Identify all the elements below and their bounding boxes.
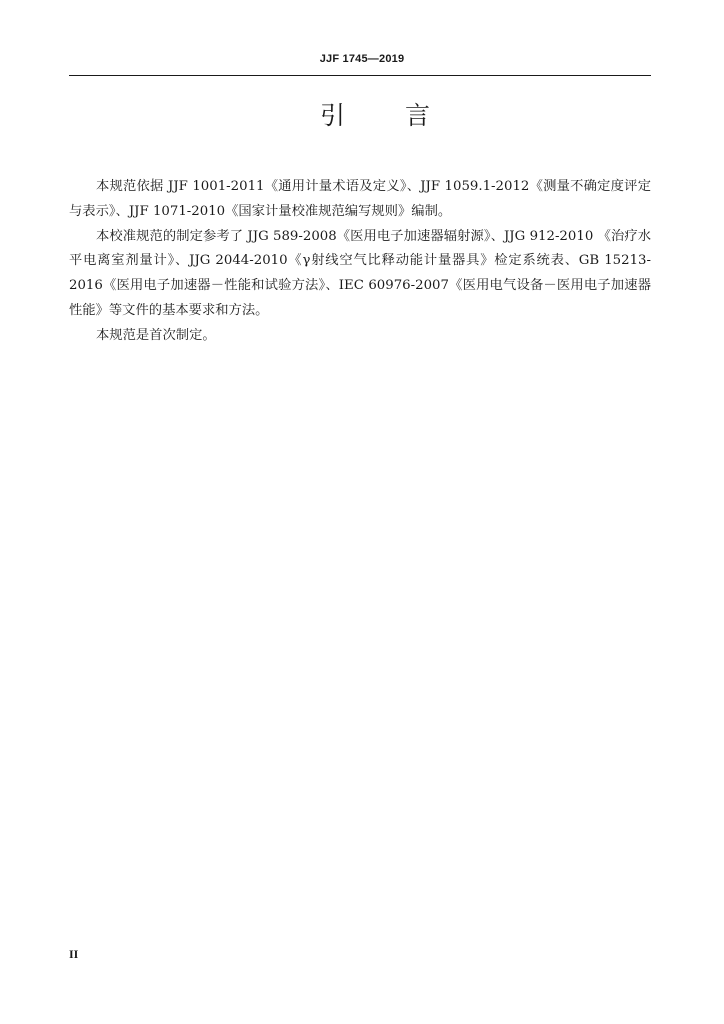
document-body bbox=[69, 175, 651, 349]
header-divider bbox=[69, 75, 651, 76]
paragraph-references: 本校准规范的制定参考了 JJG 589-2008《医用电子加速器辐射源》、JJG 912-2010 《治疗水平电离室剂量计》、JJG 2044-2010《γ射线空气比释动能计量器具》检定系统表、GB 15213-2016《医用电子加速器－性能和试验方法》、IEC 60976-2007《医用电气设备－医用电子加速器性能》等文件的基本要求和方法。 bbox=[69, 228, 651, 318]
standard-code-header: JJF 1745—2019 bbox=[319, 53, 405, 65]
page-title: 引 言 bbox=[320, 101, 456, 130]
page-number: II bbox=[69, 947, 79, 961]
paragraph-first-edition: 本规范是首次制定。 bbox=[96, 327, 216, 343]
paragraph-basis: 本规范依据 JJF 1001-2011《通用计量术语及定义》、JJF 1059.1-2012《测量不确定度评定与表示》、JJF 1071-2010《国家计量校准规范编写规则》编制。 bbox=[69, 179, 651, 219]
